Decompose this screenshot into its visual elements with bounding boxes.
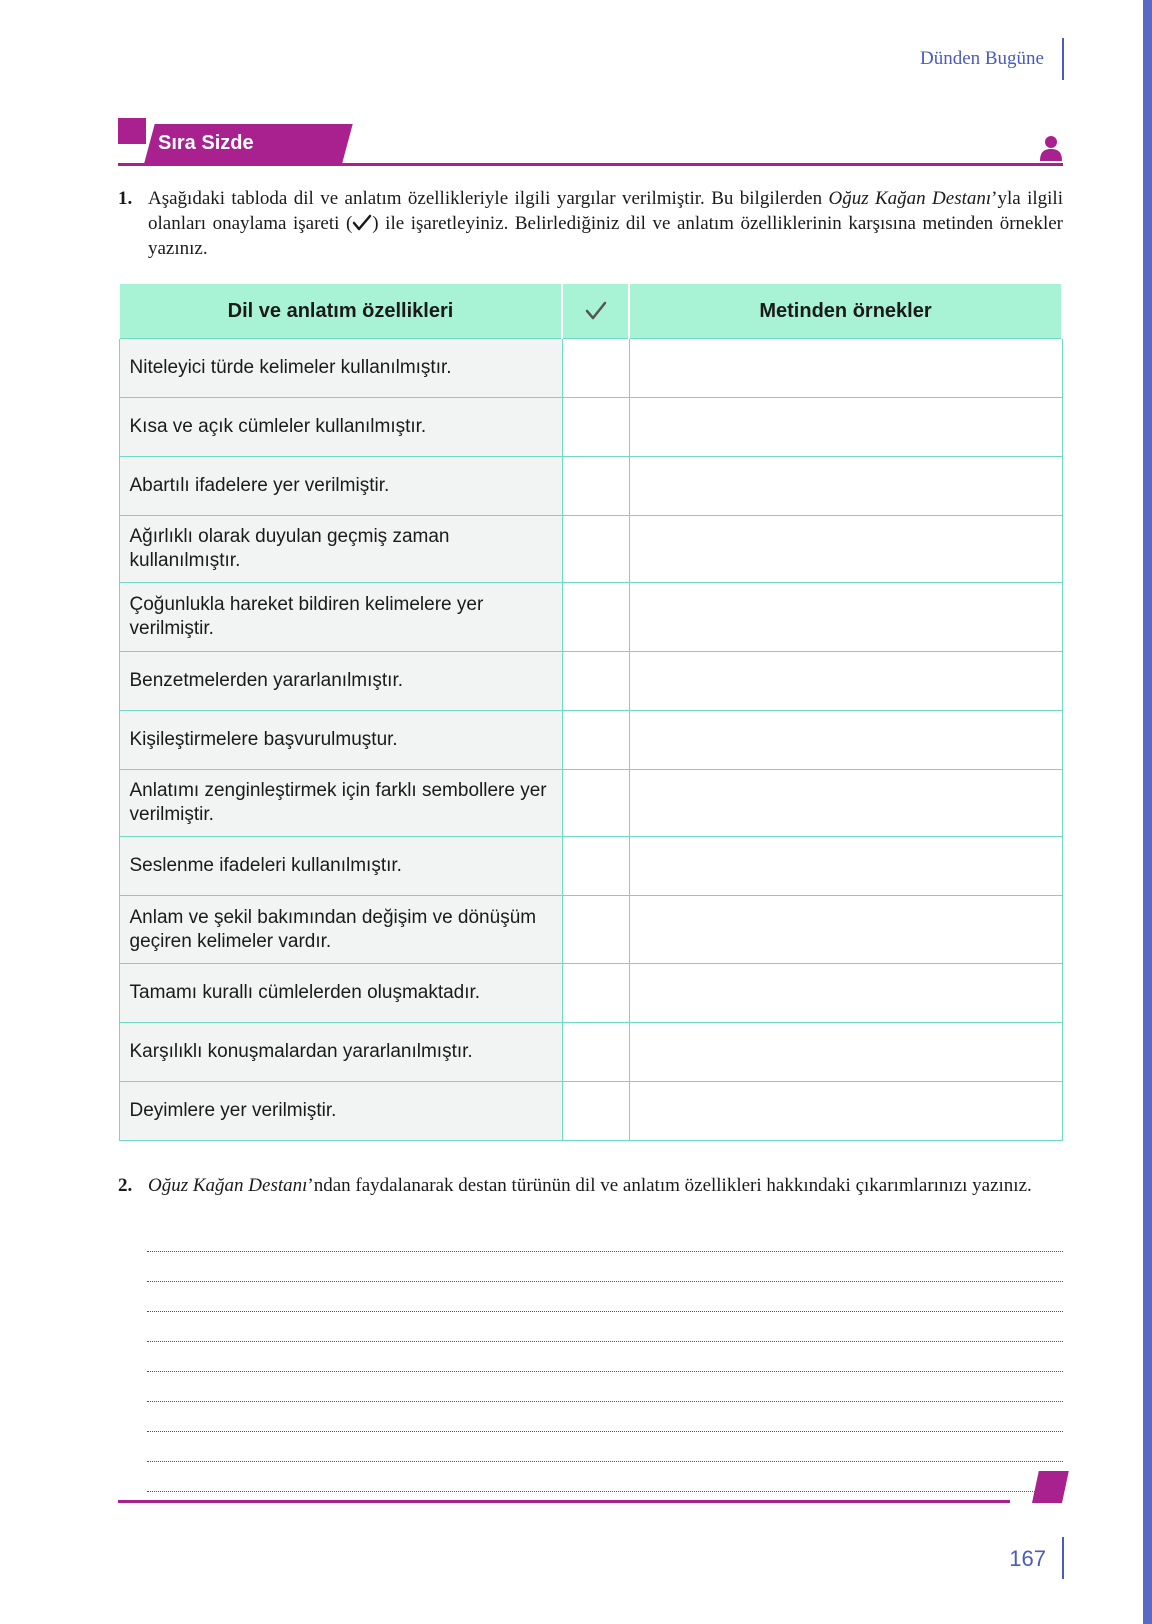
chapter-rule (1062, 38, 1064, 80)
feature-cell: Deyimlere yer verilmiştir. (119, 1082, 562, 1141)
user-icon (1039, 135, 1063, 161)
question-1-number: 1. (118, 188, 133, 209)
answer-line[interactable] (147, 1252, 1063, 1282)
check-cell[interactable] (562, 837, 629, 896)
epic-title: Oğuz Kağan Destanı (828, 188, 992, 209)
check-cell[interactable] (562, 1023, 629, 1082)
feature-cell: Seslenme ifadeleri kullanılmıştır. (119, 837, 562, 896)
table-row (119, 457, 1062, 516)
answer-line[interactable] (147, 1282, 1063, 1312)
table-header-row (119, 284, 1062, 339)
feature-cell: Tamamı kurallı cümlelerden oluşmaktadır. (119, 964, 562, 1023)
section-tab-decoration (118, 118, 146, 144)
question-1 (118, 186, 1063, 261)
footer-line (118, 1500, 1010, 1503)
table-row (119, 1082, 1062, 1141)
footer-decoration (1032, 1471, 1069, 1503)
check-cell[interactable] (562, 583, 629, 652)
check-cell[interactable] (562, 398, 629, 457)
page-edge-strip (1143, 0, 1152, 1624)
example-cell[interactable] (629, 339, 1062, 398)
table-row (119, 837, 1062, 896)
example-cell[interactable] (629, 1023, 1062, 1082)
feature-cell: Abartılı ifadelere yer verilmiştir. (119, 457, 562, 516)
check-cell[interactable] (562, 516, 629, 583)
feature-cell: Kişileştirmelere başvurulmuştur. (119, 711, 562, 770)
feature-cell: Karşılıklı konuşmalardan yararlanılmıştır. (119, 1023, 562, 1082)
check-cell[interactable] (562, 339, 629, 398)
page-number: 167 (1009, 1546, 1046, 1571)
example-cell[interactable] (629, 964, 1062, 1023)
check-cell[interactable] (562, 1082, 629, 1141)
example-cell[interactable] (629, 1082, 1062, 1141)
example-cell[interactable] (629, 711, 1062, 770)
header-examples: Metinden örnekler (629, 284, 1062, 339)
answer-line[interactable] (147, 1222, 1063, 1252)
answer-lines (147, 1222, 1063, 1492)
table-row (119, 583, 1062, 652)
table-row (119, 770, 1062, 837)
check-cell[interactable] (562, 896, 629, 964)
answer-line[interactable] (147, 1462, 1063, 1492)
chapter-title: Dünden Bugüne (919, 48, 1044, 69)
epic-title: Oğuz Kağan Destanı (148, 1175, 308, 1196)
check-cell[interactable] (562, 711, 629, 770)
question-2-text: Oğuz Kağan Destanı’ndan faydalanarak destan türünün dil ve anlatım özellikleri hakkındaki çıkarımlarınızı yazınız. (148, 1175, 1032, 1196)
example-cell[interactable] (629, 770, 1062, 837)
section-header (118, 118, 1063, 168)
check-cell[interactable] (562, 652, 629, 711)
section-underline (118, 163, 1063, 166)
check-cell[interactable] (562, 770, 629, 837)
table-row (119, 339, 1062, 398)
question-2-number: 2. (118, 1175, 133, 1196)
example-cell[interactable] (629, 896, 1062, 964)
example-cell[interactable] (629, 652, 1062, 711)
check-cell[interactable] (562, 457, 629, 516)
feature-cell: Benzetmelerden yararlanılmıştır. (119, 652, 562, 711)
answer-line[interactable] (147, 1342, 1063, 1372)
question-1-text: Aşağıdaki tabloda dil ve anlatım özellikleriyle ilgili yargılar verilmiştir. Bu bilgilerden Oğuz Kağan Destanı’yla ilgili olanları onaylama işareti ( ) ile işaretleyiniz. Belirlediğiniz dil ve anlatım özelliklerinin karşısına metinden örnekler yazınız. (148, 188, 1064, 259)
example-cell[interactable] (629, 516, 1062, 583)
feature-cell: Anlatımı zenginleştirmek için farklı sembollere yer verilmiştir. (119, 770, 562, 837)
answer-line[interactable] (147, 1402, 1063, 1432)
header-feature: Dil ve anlatım özellikleri (119, 284, 562, 339)
feature-cell: Çoğunlukla hareket bildiren kelimelere yer verilmiştir. (119, 583, 562, 652)
checkmark-icon (352, 214, 372, 232)
table-row (119, 516, 1062, 583)
checkmark-icon (585, 301, 607, 321)
table-row (119, 711, 1062, 770)
header-check (562, 284, 629, 339)
features-table (118, 284, 1063, 1141)
section-title: Sıra Sizde (158, 132, 254, 154)
example-cell[interactable] (629, 398, 1062, 457)
example-cell[interactable] (629, 583, 1062, 652)
example-cell[interactable] (629, 457, 1062, 516)
feature-cell: Niteleyici türde kelimeler kullanılmıştır. (119, 339, 562, 398)
table-row (119, 1023, 1062, 1082)
table-row (119, 652, 1062, 711)
feature-cell: Ağırlıklı olarak duyulan geçmiş zaman kullanılmıştır. (119, 516, 562, 583)
feature-cell: Kısa ve açık cümleler kullanılmıştır. (119, 398, 562, 457)
table-row (119, 964, 1062, 1023)
answer-line[interactable] (147, 1372, 1063, 1402)
table-row (119, 896, 1062, 964)
example-cell[interactable] (629, 837, 1062, 896)
answer-line[interactable] (147, 1312, 1063, 1342)
feature-cell: Anlam ve şekil bakımından değişim ve dönüşüm geçiren kelimeler vardır. (119, 896, 562, 964)
answer-line[interactable] (147, 1432, 1063, 1462)
question-2 (118, 1173, 1063, 1198)
check-cell[interactable] (562, 964, 629, 1023)
page-number-rule (1062, 1537, 1064, 1579)
table-row (119, 398, 1062, 457)
